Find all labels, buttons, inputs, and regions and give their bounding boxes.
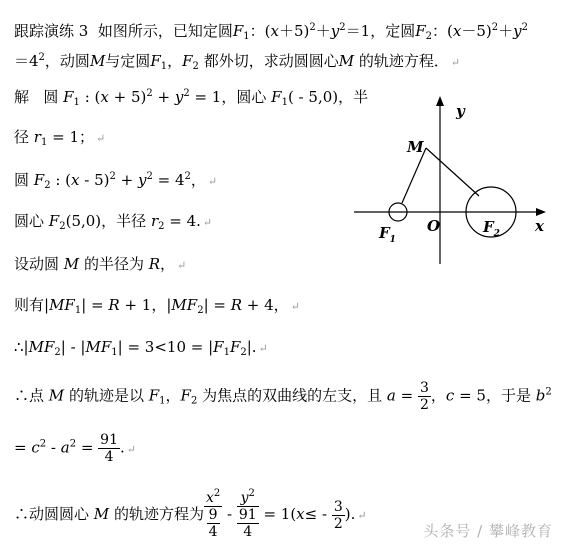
segment-mf1 — [402, 148, 426, 203]
label-f1: $F_1$ — [379, 224, 396, 245]
solution-line-1: 解 圆 $F_1$ : $(x + 5)^2 + y^2 = 1$，圆心 $F_1( - 5,0)$，半 — [14, 88, 369, 108]
label-y: y — [456, 102, 465, 120]
y-axis-arrow — [436, 96, 444, 106]
fraction-y2-over-91-4: $\frac{y^2}{\frac{91}{4}}$ — [238, 488, 257, 540]
segment-mf2 — [426, 148, 479, 196]
fraction-3-2-b: $\frac{3}{2}$ — [333, 498, 343, 532]
solution-label: 解 — [14, 88, 30, 106]
fraction-x2-over-9-4: $\frac{x^2}{\frac{9}{4}}$ — [205, 488, 221, 540]
solution-line-2: 径 $r_1 = 1$； ↵ — [14, 128, 106, 148]
label-x: x — [535, 217, 544, 235]
solution-line-4: 圆心 $F_2(5,0)$，半径 $r_2 = 4$. ↵ — [14, 212, 213, 232]
label-m: M — [407, 138, 424, 156]
problem-line-2: $=4^2$，动圆M与定圆$F_1$，$F_2$ 都外切，求动圆圆心M 的轨迹方程． ↵ — [14, 52, 461, 72]
solution-line-8: ∴点 M 的轨迹是以 $F_1$，$F_2$ 为焦点的双曲线的左支，且 a = $\frac{3}{2}$ ，c = 5，于是 $b^2$ — [14, 380, 552, 413]
problem-label: 跟踪演练 3 — [14, 22, 89, 40]
watermark: 头条号 / 攀峰教育 — [423, 522, 553, 540]
solution-line-3: 圆 $F_2$ : $(x - 5)^2 + y^2 = 4^2$， ↵ — [14, 171, 218, 191]
fraction-3-2: $\frac{3}{2}$ — [419, 380, 429, 413]
hyperbola-figure — [352, 92, 552, 270]
label-o: O — [427, 217, 441, 235]
solution-line-5: 设动圆 M 的半径为 R， ↵ — [14, 255, 187, 273]
fraction-91-4: $\frac{91}{4}$ — [100, 432, 118, 465]
solution-line-10: ∴动圆圆心 M 的轨迹方程为 $\frac{x^2}{\frac{9}{4}}$ - $\frac{y^2}{\frac{91}{4}}$ = 1(x≤ - $\frac{3}{2}$ ). ↵ — [14, 488, 367, 540]
solution-line-7: $\therefore|MF_2| - |MF_1| = 3<10 = |F_1F_2|$. ↵ — [14, 338, 268, 358]
solution-line-9: = $c^2 - a^2$ = $\frac{91}{4}$ . ↵ — [14, 432, 136, 465]
problem-line-1: 跟踪演练 3 如图所示，已知定圆$F_1$：$(x+5)^2+y^2=1$，定圆$F_2$：$(x-5)^2+y^2$ — [14, 22, 528, 42]
x-axis-arrow — [536, 208, 546, 216]
label-f2: $F_2$ — [483, 218, 500, 239]
solution-line-6: 则有$|MF_1| = R + 1$，$|MF_2| = R + 4$， ↵ — [14, 296, 300, 316]
